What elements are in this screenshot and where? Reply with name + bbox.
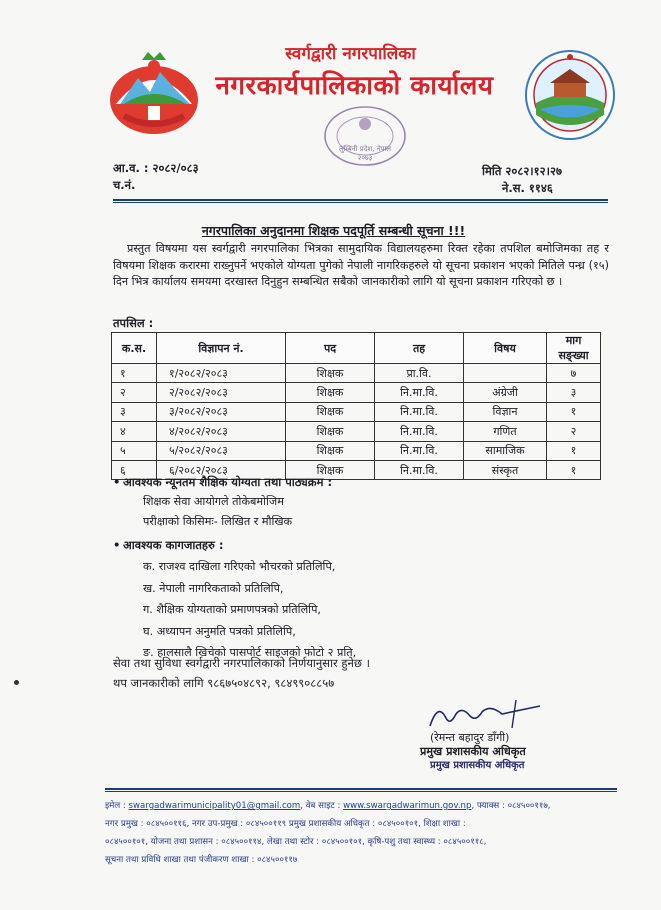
- cell-level: नि.मा.वि.: [375, 383, 464, 402]
- cell-adv-no: १/२०८२/२०८३: [157, 364, 286, 383]
- col-demand: माग सङ्ख्या: [547, 333, 601, 364]
- documents-list: [143, 556, 356, 664]
- qualification-line-1: शिक्षक सेवा आयोगले तोकेबमोजिम: [143, 495, 284, 508]
- cell-level: नि.मा.वि.: [375, 460, 464, 479]
- cell-post: शिक्षक: [286, 402, 375, 421]
- office-stamp: [322, 104, 408, 168]
- list-item: ख. नेपाली नागरिकताको प्रतिलिपि,: [143, 581, 284, 595]
- reference-block: [113, 160, 199, 194]
- cell-adv-no: ५/२०८२/२०८३: [157, 441, 286, 460]
- cell-adv-no: २/२०८२/२०८३: [157, 383, 286, 402]
- cell-adv-no: ६/२०८२/२०८३: [157, 460, 286, 479]
- table-row: [112, 422, 601, 441]
- table-row: [112, 364, 601, 383]
- municipality-name: स्वर्गद्वारी नगरपालिका: [285, 44, 416, 64]
- cell-subject: अंग्रेजी: [464, 383, 547, 402]
- cell-level: नि.मा.वि.: [375, 422, 464, 441]
- cell-demand: ७: [547, 364, 601, 383]
- documents-heading-text: आवश्यक कागजातहरु :: [123, 538, 224, 552]
- bullet-icon: •: [113, 538, 121, 552]
- list-item: क. राजश्व दाखिला गरिएको भौचरको प्रतिलिपि,: [143, 560, 336, 573]
- cell-post: शिक्षक: [286, 441, 375, 460]
- stamp-text-1: लुम्बिनी प्रदेश, नेपाल: [338, 145, 392, 153]
- col-adv-no: विज्ञापन नं.: [157, 333, 286, 364]
- cell-subject: सामाजिक: [464, 441, 547, 460]
- footer-line-3: ०८४५००१०१, योजना तथा प्रशासन : ०८४५००११४, लेखा तथा स्टोर : ०८४५००१०१, कृषि-पशु तथा स्वास्थ्य : ०८४५००११८,: [105, 837, 487, 847]
- cell-subject: गणित: [464, 422, 547, 441]
- cell-sn: ३: [112, 402, 157, 421]
- dispatch-number: च.नं.: [113, 178, 136, 192]
- table-row: [112, 441, 601, 460]
- fax-text: , फ्याक्स : ०८४५००११७,: [471, 801, 551, 811]
- col-post: पद: [286, 333, 375, 364]
- col-level: तह: [375, 333, 464, 364]
- table-header-row: [112, 333, 601, 364]
- qualification-heading-text: आवश्यक न्यूनतम शैक्षिक योग्यता तथा पाठ्यक्रम :: [123, 475, 333, 489]
- issue-date: मिति २०८२।१२।२७: [482, 164, 562, 178]
- stamp-text-2: २०७३: [357, 154, 373, 162]
- office-name: नगरकार्यपालिकाको कार्यालय: [215, 71, 494, 101]
- email-label: इमेल :: [105, 801, 126, 811]
- email-link[interactable]: swargadwarimunicipality01@gmail.com: [128, 801, 301, 811]
- cell-demand: १: [547, 460, 601, 479]
- municipality-logo-icon: [522, 45, 618, 143]
- vacancy-table: [111, 332, 601, 480]
- notice-body: प्रस्तुत विषयमा यस स्वर्गद्वारी नगरपालिका भित्रका सामुदायिक विद्यालयहरुमा रिक्त रहेका तपशिल बमोजिमका तह र विषयमा शिक्षक करारमा राख्नुपर्ने भएकोले योग्यता पुगेको नेपाली नागरिकहरुले यो सूचना प्रकाशन भएको मितिले पन्ध्र (१५) दिन भित्र कार्यालय समयमा दरखास्त दिनुहुन सम्बन्धित सबैको जानकारीको लागि यो सूचना प्रकाशन गरिएको छ ।: [113, 242, 609, 288]
- footer-contacts: [105, 797, 620, 869]
- cell-post: शिक्षक: [286, 422, 375, 441]
- cell-subject: [464, 364, 547, 383]
- footer-divider: [105, 788, 617, 792]
- cell-adv-no: ४/२०८२/२०८३: [157, 422, 286, 441]
- date-block: [482, 163, 562, 197]
- list-item: ङ. हालसालै खिचेको पासपोर्ट साइजको फोटो २ प्रति,: [143, 646, 357, 659]
- nepal-sambat: ने.स. ११४६: [502, 181, 553, 195]
- cell-post: शिक्षक: [286, 460, 375, 479]
- cell-sn: ५: [112, 441, 157, 460]
- qualification-heading: [113, 475, 332, 490]
- documents-heading: [113, 538, 223, 553]
- footer-line-2: नगर प्रमुख : ०८४५००११६, नगर उप-प्रमुख : ०८४५००११९ प्रमुख प्रशासकीय अधिकृत : ०८४५००१०१, शिक्षा शाखा :: [105, 819, 466, 829]
- cell-sn: २: [112, 383, 157, 402]
- bullet-icon: •: [113, 475, 121, 489]
- cell-adv-no: ३/२०८२/२०८३: [157, 402, 286, 421]
- website-label: , वेब साइट :: [300, 801, 341, 811]
- signatory-stamp: प्रमुख प्रशासकीय अधिकृत: [430, 760, 525, 771]
- list-item: घ. अध्यापन अनुमति पत्रको प्रतिलिपि,: [143, 624, 296, 638]
- cell-demand: २: [547, 422, 601, 441]
- cell-post: शिक्षक: [286, 383, 375, 402]
- cell-sn: १: [112, 364, 157, 383]
- cell-post: शिक्षक: [286, 364, 375, 383]
- scan-mark: [14, 680, 19, 685]
- qualification-line-2: परीक्षाको किसिमः- लिखित र मौखिक: [143, 515, 293, 528]
- cell-sn: ४: [112, 422, 157, 441]
- website-link[interactable]: www.swargadwarimun.gov.np: [343, 801, 472, 811]
- footer-line-4: सूचना तथा प्रविधि शाखा तथा पंजीकरण शाखा : ०८४५००११७: [105, 855, 298, 865]
- cell-level: नि.मा.वि.: [375, 402, 464, 421]
- fiscal-year: आ.व. : २०८२/०८३: [113, 161, 199, 175]
- header-divider: [113, 199, 608, 203]
- list-item: ग. शैक्षिक योग्यताको प्रमाणपत्रको प्रतिलिपि,: [143, 603, 321, 616]
- col-subject: विषय: [464, 333, 547, 364]
- notice-title: नगरपालिका अनुदानमा शिक्षक पदपूर्ति सम्बन्धी सूचना !!!: [201, 223, 466, 238]
- table-row: [112, 383, 601, 402]
- footer-line-1: [105, 797, 620, 815]
- cell-level: नि.मा.वि.: [375, 441, 464, 460]
- cell-subject: विज्ञान: [464, 402, 547, 421]
- cell-sn: ६: [112, 460, 157, 479]
- cell-demand: १: [547, 402, 601, 421]
- cell-subject: संस्कृत: [464, 460, 547, 479]
- details-label: तपसिल :: [113, 316, 154, 330]
- cell-demand: १: [547, 441, 601, 460]
- signatory-title: प्रमुख प्रशासकीय अधिकृत: [420, 745, 526, 758]
- cell-level: प्रा.वि.: [375, 364, 464, 383]
- table-row: [112, 402, 601, 421]
- signatory-name: (रेमन्त बहादुर डाँगी): [430, 731, 510, 744]
- contact-note: थप जानकारीको लागि ९८६७५०४८९२, ९८४९९०८८५७: [113, 676, 335, 690]
- col-sn: क.स.: [112, 333, 157, 364]
- cell-demand: ३: [547, 383, 601, 402]
- service-note: सेवा तथा सुविधा स्वर्गद्वारी नगरपालिकाको निर्णयानुसार हुनेछ ।: [113, 656, 370, 670]
